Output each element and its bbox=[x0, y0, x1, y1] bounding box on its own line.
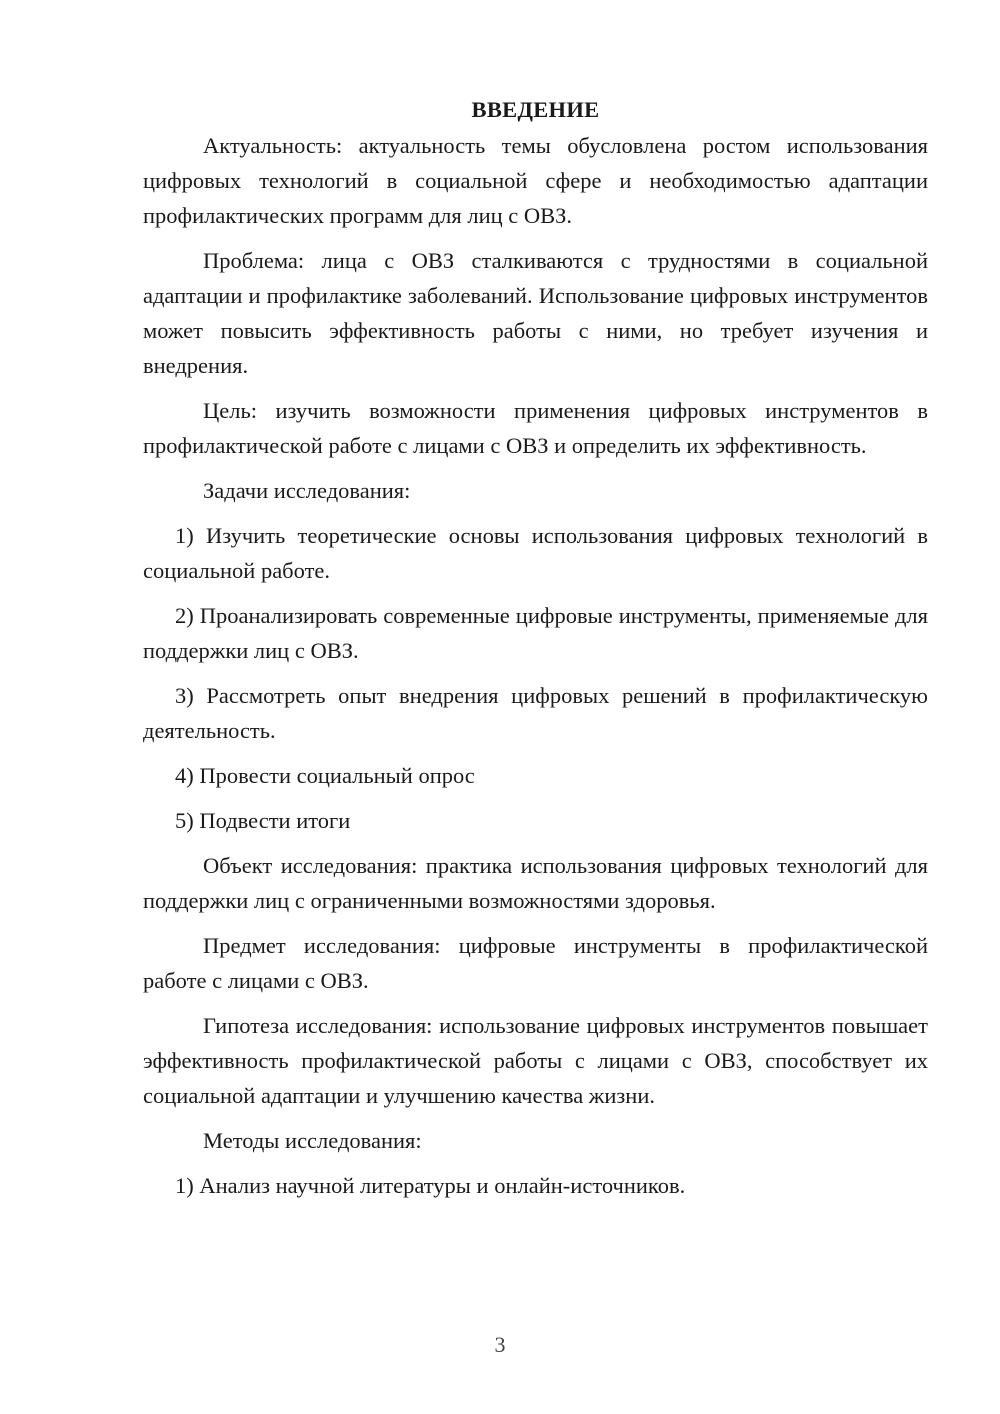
methods-heading: Методы исследования: bbox=[203, 1128, 422, 1153]
paragraph-subject: Предмет исследования: цифровые инструменты в профилактической работе с лицами с ОВЗ. bbox=[143, 933, 928, 993]
document-page bbox=[143, 92, 928, 1213]
tasks-heading: Задачи исследования: bbox=[203, 478, 411, 503]
paragraph-object: Объект исследования: практика использования цифровых технологий для поддержки лиц с ограниченными возможностями здоровья. bbox=[143, 853, 928, 913]
paragraph-hypothesis: Гипотеза исследования: использование цифровых инструментов повышает эффективность профилактической работы с лицами с ОВЗ, способствует их социальной адаптации и улучшению качества жизни. bbox=[143, 1013, 928, 1108]
page-number: 3 bbox=[494, 1332, 506, 1357]
task-item-3: 3) Рассмотреть опыт внедрения цифровых решений в профилактическую деятельность. bbox=[143, 683, 928, 743]
task-item-1: 1) Изучить теоретические основы использования цифровых технологий в социальной работе. bbox=[143, 523, 928, 583]
task-item-5: 5) Подвести итоги bbox=[175, 808, 351, 833]
paragraph-relevance: Актуальность: актуальность темы обусловлена ростом использования цифровых технологий в социальной сфере и необходимостью адаптации профилактических программ для лиц с ОВЗ. bbox=[143, 133, 928, 228]
paragraph-problem: Проблема: лица с ОВЗ сталкиваются с трудностями в социальной адаптации и профилактике заболеваний. Использование цифровых инструментов может повысить эффективность работы с ними, но требует изучения и внедрения. bbox=[143, 248, 928, 378]
paragraph-goal: Цель: изучить возможности применения цифровых инструментов в профилактической работе с лицами с ОВЗ и определить их эффективность. bbox=[143, 398, 928, 458]
section-title: ВВЕДЕНИЕ bbox=[471, 97, 600, 122]
method-item-1: 1) Анализ научной литературы и онлайн-источников. bbox=[175, 1173, 686, 1198]
task-item-2: 2) Проанализировать современные цифровые инструменты, применяемые для поддержки лиц с ОВЗ. bbox=[143, 603, 928, 663]
task-item-4: 4) Провести социальный опрос bbox=[175, 763, 475, 788]
